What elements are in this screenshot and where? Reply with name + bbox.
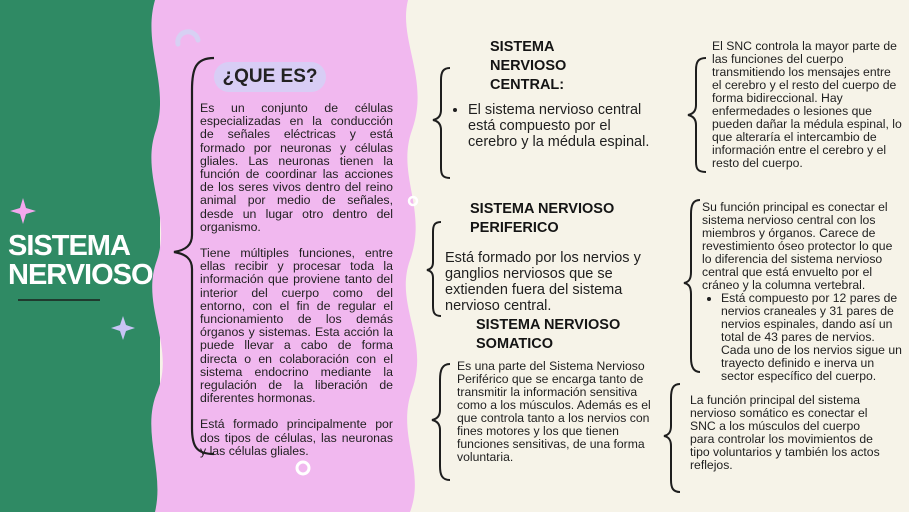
central-text: [452, 102, 657, 150]
brace-icon: [664, 384, 680, 492]
central-bullet: • El sistema nervioso central está compuesto por el cerebro y la médula espinal.: [468, 102, 657, 150]
star-icon: [10, 198, 36, 224]
brace-icon: [433, 68, 450, 178]
que-es-heading: ¿QUE ES?: [214, 62, 326, 92]
somatico-heading: SISTEMA NERVIOSO SOMATICO: [476, 317, 621, 352]
periferico-detail-bullet: • Está compuesto por 12 pares de nervios craneales y 31 pares de nervios espinales, dando así un total de 43 pares de nervios. Cada uno de los nervios sigue un trayecto definido e inerva un sector específico del cuerpo.: [721, 292, 902, 383]
title-underline: [18, 299, 100, 301]
periferico-text: Está formado por los nervios y ganglios nerviosos que se extienden fuera del sistema nervioso central.: [445, 250, 641, 314]
que-es-paragraph: Es un conjunto de células especializadas en la conducción de señales eléctricas y está formado por neuronas y células gliales. Las neuronas tienen la función de coordinar las acciones de los seres vivos dentro del reino animal por medio de señales, desde un lugar otro dentro del organismo.: [200, 101, 393, 234]
periferico-heading: SISTEMA NERVIOSO PERIFERICO: [470, 201, 615, 236]
somatico-text: Es una parte del Sistema Nervioso Periférico que se encarga tanto de transmitir la información sensitiva como a los músculos. Además es el que controla tanto a los nervios con fines motores y los que tienen funciones sensitivas, de una forma voluntaria.: [457, 359, 651, 464]
star-icon: [111, 316, 135, 340]
periferico-detail-text: Su función principal es conectar el sistema nervioso central con los miembros y órganos. Carece de revestimiento óseo protector lo que lo diferencia del sistema nervioso central que está envuelto por el cráneo y la columna vertebral.: [702, 200, 893, 292]
central-detail: El SNC controla la mayor parte de las funciones del cuerpo transmitiendo los mensajes entre el cerebro y el resto del cuerpo de forma bidireccional. Hay enfermedades o lesiones que pueden dañar la médula espinal, lo que alteraría el intercambio de información entre el cerebro y el resto del cuerpo.: [712, 39, 902, 170]
page-title: SISTEMA NERVIOSO: [8, 230, 153, 291]
que-es-paragraph: Está formado principalmente por dos tipos de células, las neuronas y las células gliales.: [200, 417, 393, 458]
periferico-detail: [702, 201, 902, 383]
que-es-paragraph: Tiene múltiples funciones, entre ellas recibir y procesar toda la información que proviene tanto del interior del cuerpo como del entorno, con el fin de regular el funcionamiento de los demás órganos y sistemas. Esta acción la puede llevar a cabo de forma directa o en colaboración con el sistema endocrino mediante la regulación de la liberación de diferentes hormonas.: [200, 246, 393, 406]
brace-icon: [688, 58, 706, 172]
que-es-body: [200, 102, 393, 458]
brace-icon: [684, 200, 700, 372]
brace-icon: [432, 364, 450, 480]
central-heading: SISTEMA NERVIOSO CENTRAL:: [490, 39, 567, 93]
brace-icon: [427, 222, 441, 316]
somatico-detail: La función principal del sistema nervioso somático es conectar el SNC a los músculos del cuerpo para controlar los movimientos de tipo voluntarios y también los actos reflejos.: [690, 393, 880, 472]
